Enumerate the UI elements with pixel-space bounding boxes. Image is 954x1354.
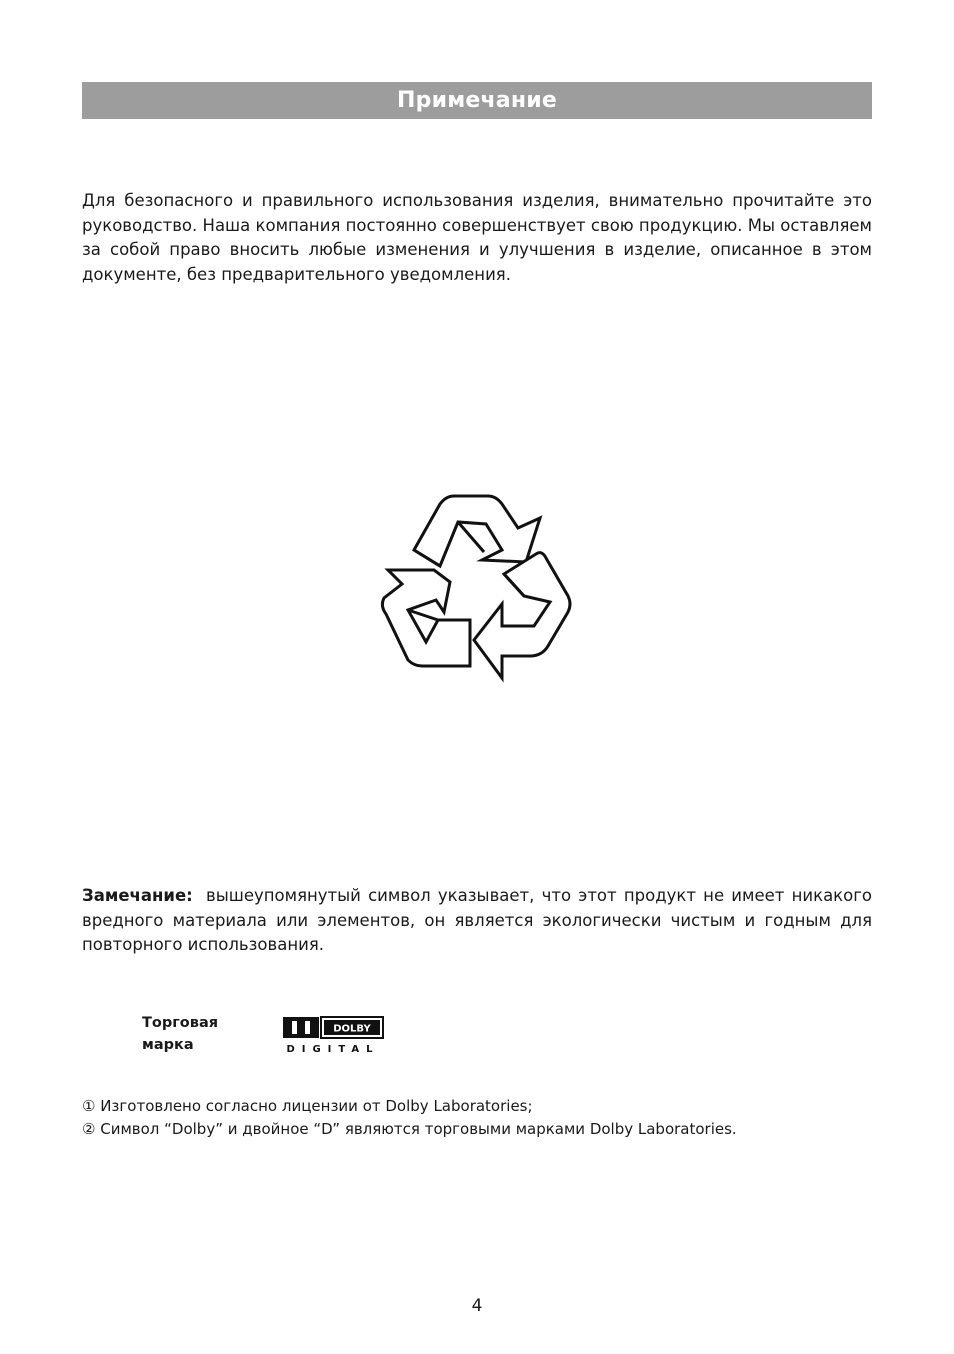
note-label: Замечание: xyxy=(82,886,193,905)
note-paragraph xyxy=(82,884,872,958)
note-text: вышеупомянутый символ указывает, что этот продукт не имеет никакого вредного материала или элементов, он является экологически чистым и годным для повторного использования. xyxy=(82,886,872,954)
dolby-logo-text-bottom: DIGITAL xyxy=(286,1044,380,1054)
section-header-bar xyxy=(82,82,872,119)
footnotes xyxy=(82,1095,872,1141)
trademark-label xyxy=(142,1012,252,1056)
page-number: 4 xyxy=(471,1296,483,1316)
intro-paragraph: Для безопасного и правильного использования изделия, внимательно прочитайте это руководство. Наша компания постоянно совершенствует свою продукцию. Мы оставляем за собой право вносить любые изменения и улучшения в изделие, описанное в этом документе, без предварительного уведомления. xyxy=(82,191,872,284)
footnote-2: ② Символ “Dolby” и двойное “D” являются торговыми марками Dolby Laboratories. xyxy=(82,1120,737,1138)
trademark-label-line1: Торговая xyxy=(142,1015,219,1031)
trademark-label-line2: марка xyxy=(142,1037,194,1053)
dolby-digital-logo xyxy=(282,1016,384,1054)
dolby-logo-text-top: DOLBY xyxy=(333,1023,371,1035)
recycle-icon xyxy=(378,492,572,686)
page-title: Примечание xyxy=(397,88,557,113)
footnote-1: ① Изготовлено согласно лицензии от Dolby Laboratories; xyxy=(82,1097,533,1115)
